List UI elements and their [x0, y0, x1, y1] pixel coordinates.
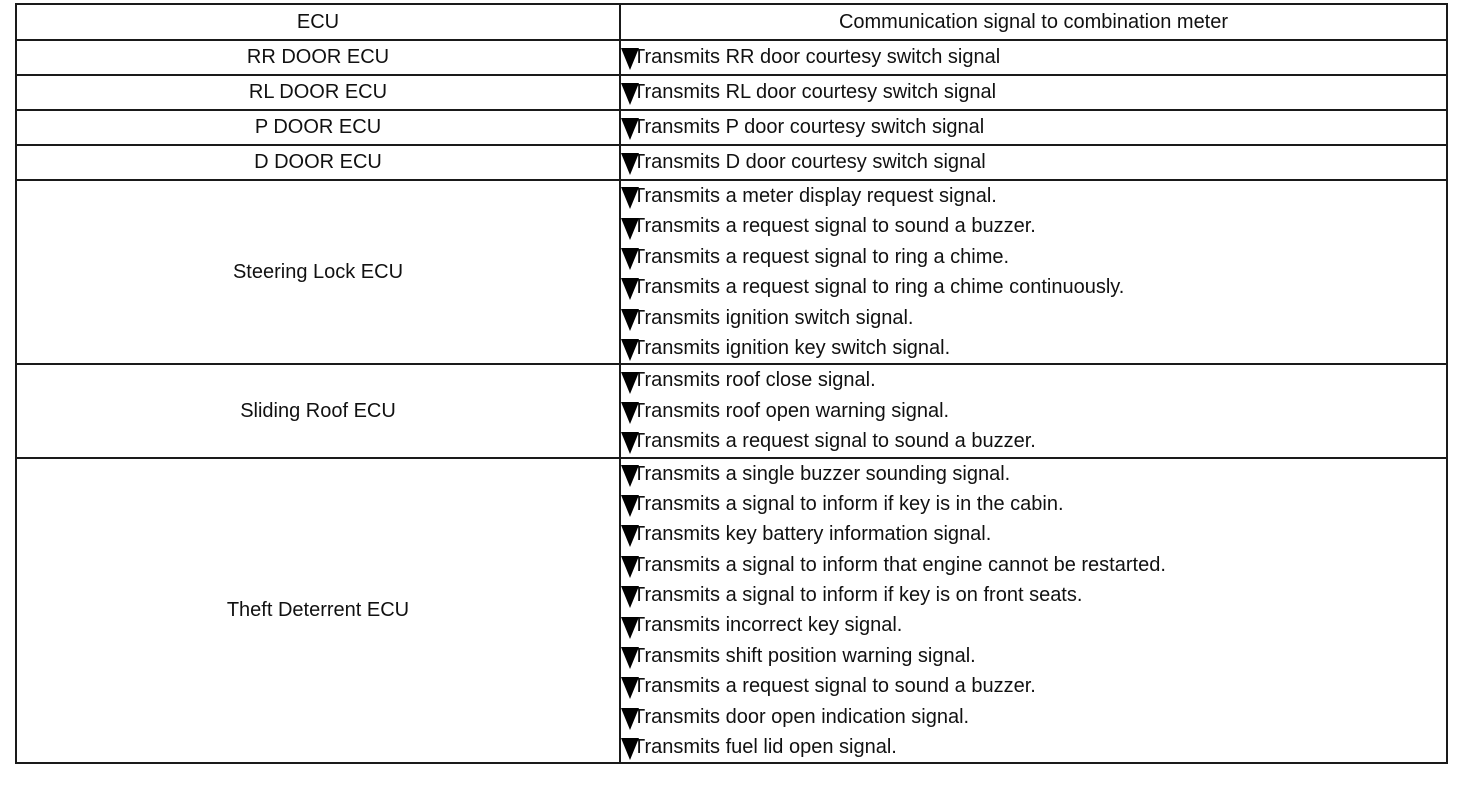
signal-item: [621, 77, 1446, 107]
signal-item: [621, 42, 1446, 72]
triangle-down-icon: [621, 153, 639, 175]
triangle-down-icon: [621, 617, 639, 639]
signal-text: Transmits fuel lid open signal.: [633, 736, 897, 759]
signal-item: [621, 181, 1446, 211]
ecu-name-cell: Theft Deterrent ECU: [16, 458, 620, 764]
signal-text: Transmits ignition switch signal.: [633, 306, 914, 329]
table-row: [16, 110, 1447, 145]
signal-text: Transmits RR door courtesy switch signal: [633, 46, 1001, 69]
triangle-down-icon: [621, 48, 639, 70]
signal-text: Transmits a meter display request signal.: [633, 185, 997, 207]
triangle-down-icon: [621, 187, 639, 209]
signal-item: [621, 671, 1446, 701]
table-body: [16, 40, 1447, 763]
signal-text: Transmits ignition key switch signal.: [633, 336, 951, 359]
table-row: [16, 458, 1447, 764]
signal-item: [621, 550, 1446, 580]
signal-item: [621, 211, 1446, 241]
triangle-down-icon: [621, 647, 639, 669]
signal-item: [621, 610, 1446, 640]
signal-item: [621, 303, 1446, 333]
signal-text: Transmits roof open warning signal.: [633, 399, 950, 422]
triangle-down-icon: [621, 309, 639, 331]
signal-item: [621, 702, 1446, 732]
triangle-down-icon: [621, 372, 639, 394]
signal-text: Transmits RL door courtesy switch signal: [633, 81, 997, 104]
signal-cell: [620, 110, 1447, 145]
signal-text: Transmits key battery information signal.: [633, 523, 992, 546]
triangle-down-icon: [621, 525, 639, 547]
triangle-down-icon: [621, 432, 639, 454]
ecu-name-cell: P DOOR ECU: [16, 110, 620, 145]
ecu-name-cell: RL DOOR ECU: [16, 75, 620, 110]
triangle-down-icon: [621, 556, 639, 578]
signal-item: [621, 489, 1446, 519]
signal-item: [621, 147, 1446, 177]
signal-cell: [620, 145, 1447, 180]
table-row: [16, 75, 1447, 110]
signal-item: [621, 333, 1446, 363]
signal-item: [621, 365, 1446, 395]
triangle-down-icon: [621, 402, 639, 424]
signal-cell: [620, 458, 1447, 764]
signal-item: [621, 272, 1446, 302]
signal-cell: [620, 40, 1447, 75]
signal-item: [621, 641, 1446, 671]
triangle-down-icon: [621, 83, 639, 105]
signal-text: Transmits a signal to inform if key is in the cabin.: [633, 492, 1064, 515]
signal-text: Transmits a request signal to ring a chime.: [633, 245, 1010, 268]
ecu-name-cell: Steering Lock ECU: [16, 180, 620, 364]
triangle-down-icon: [621, 218, 639, 240]
table-header-row: [16, 4, 1447, 40]
signal-text: Transmits a signal to inform that engine cannot be restarted.: [633, 553, 1166, 576]
triangle-down-icon: [621, 586, 639, 608]
signal-item: [621, 519, 1446, 549]
table-row: [16, 180, 1447, 364]
triangle-down-icon: [621, 738, 639, 760]
signal-item: [621, 732, 1446, 762]
triangle-down-icon: [621, 465, 639, 487]
signal-text: Transmits a request signal to sound a buzzer.: [633, 675, 1036, 698]
signal-text: Transmits a request signal to sound a buzzer.: [633, 215, 1036, 238]
table-row: [16, 40, 1447, 75]
header-signal: Communication signal to combination meter: [620, 4, 1447, 40]
table-row: [16, 145, 1447, 180]
signal-cell: [620, 75, 1447, 110]
signal-item: [621, 112, 1446, 142]
signal-text: Transmits a signal to inform if key is on front seats.: [633, 584, 1083, 607]
signal-item: [621, 396, 1446, 426]
signal-text: Transmits D door courtesy switch signal: [633, 151, 986, 174]
triangle-down-icon: [621, 339, 639, 361]
signal-item: [621, 580, 1446, 610]
signal-text: Transmits a request signal to ring a chime continuously.: [633, 276, 1125, 299]
triangle-down-icon: [621, 677, 639, 699]
triangle-down-icon: [621, 278, 639, 300]
ecu-name-cell: RR DOOR ECU: [16, 40, 620, 75]
signal-cell: [620, 180, 1447, 364]
signal-cell: [620, 364, 1447, 457]
signal-text: Transmits shift position warning signal.: [633, 644, 976, 667]
signal-text: Transmits incorrect key signal.: [633, 614, 903, 637]
signal-item: [621, 426, 1446, 456]
triangle-down-icon: [621, 708, 639, 730]
triangle-down-icon: [621, 248, 639, 270]
ecu-name-cell: D DOOR ECU: [16, 145, 620, 180]
header-ecu: ECU: [16, 4, 620, 40]
signal-item: [621, 242, 1446, 272]
signal-text: Transmits door open indication signal.: [633, 705, 970, 728]
signal-text: Transmits roof close signal.: [633, 369, 876, 392]
table-row: [16, 364, 1447, 457]
triangle-down-icon: [621, 495, 639, 517]
signal-item: [621, 459, 1446, 489]
signal-text: Transmits P door courtesy switch signal: [633, 116, 985, 139]
triangle-down-icon: [621, 118, 639, 140]
signal-text: Transmits a single buzzer sounding signal.: [633, 462, 1011, 485]
signal-text: Transmits a request signal to sound a buzzer.: [633, 430, 1036, 453]
ecu-name-cell: Sliding Roof ECU: [16, 364, 620, 457]
ecu-signal-table: [15, 3, 1448, 764]
